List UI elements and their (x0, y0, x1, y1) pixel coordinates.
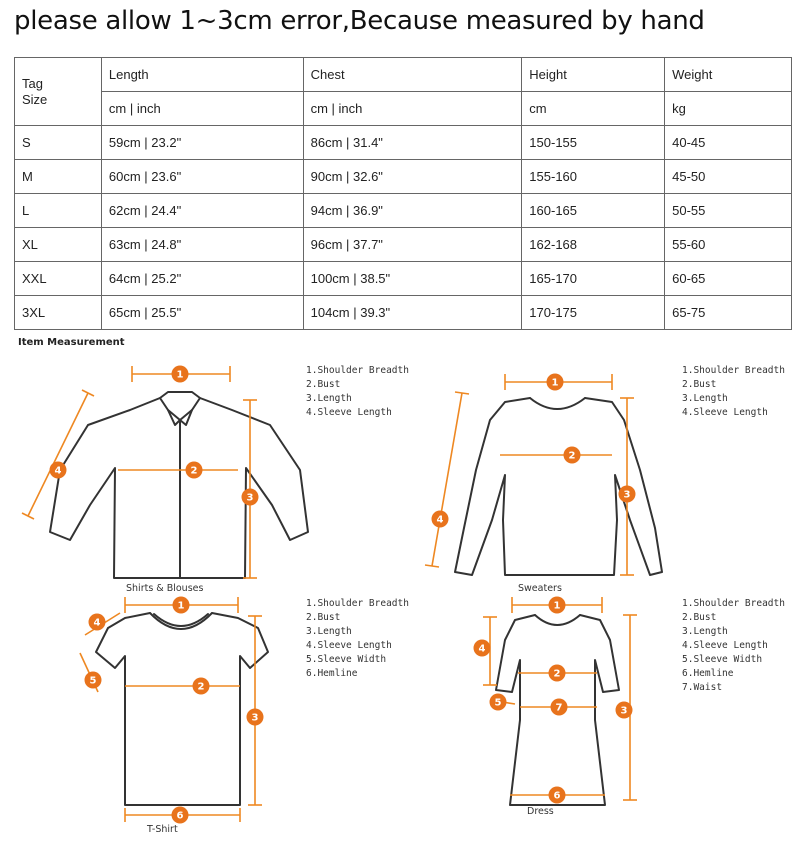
column-header: Length (101, 58, 303, 92)
size-label-cell: M (15, 160, 102, 194)
badge-number: 4 (93, 617, 101, 629)
table-cell: 90cm | 32.6" (303, 160, 522, 194)
headline: please allow 1~3cm error,Because measured by hand (14, 6, 705, 36)
badge-tshirt-3 (247, 709, 264, 726)
badge-shirt-4 (50, 462, 67, 479)
legend-item: 2.Bust (306, 379, 341, 390)
column-header: Weight (665, 58, 792, 92)
legend-item: 6.Hemline (306, 668, 358, 679)
table-cell: 50-55 (665, 194, 792, 228)
tag-header-line2: Size (22, 91, 48, 107)
table-cell: 160-165 (522, 194, 665, 228)
legend-item: 2.Bust (682, 379, 717, 390)
badge-number: 1 (553, 600, 561, 612)
measurement-title: Item Measurement (18, 337, 125, 348)
badge-number: 1 (551, 377, 559, 389)
legend-item: 5.Sleeve Width (306, 654, 387, 665)
badge-number: 6 (553, 790, 561, 802)
badge-dress-2 (549, 665, 566, 682)
legend-item: 4.Sleeve Length (306, 640, 392, 651)
badge-dress-1 (549, 597, 566, 614)
badge-number: 1 (177, 600, 185, 612)
badge-number: 4 (436, 514, 444, 526)
table-cell: 45-50 (665, 160, 792, 194)
caption-tshirt: T-Shirt (147, 824, 178, 835)
column-unit: cm | inch (101, 92, 303, 126)
legend-item: 5.Sleeve Width (682, 654, 763, 665)
legend-item: 3.Length (306, 626, 352, 637)
badge-sweater-3 (619, 486, 636, 503)
badge-sweater-2 (564, 447, 581, 464)
table-cell: 65cm | 25.5" (101, 296, 303, 330)
column-unit: cm | inch (303, 92, 522, 126)
badge-sweater-1 (547, 374, 564, 391)
table-cell: 55-60 (665, 228, 792, 262)
tshirt-illustration (93, 613, 268, 805)
badge-shirt-3 (242, 489, 259, 506)
badge-number: 2 (553, 668, 561, 680)
table-cell: 59cm | 23.2" (101, 126, 303, 160)
legend-item: 7.Waist (682, 682, 723, 693)
legend-item: 6.Hemline (682, 668, 734, 679)
legend-item: 3.Length (682, 626, 728, 637)
badge-number: 4 (54, 465, 62, 477)
badge-number: 2 (190, 465, 198, 477)
table-cell: 86cm | 31.4" (303, 126, 522, 160)
legend-tshirt (306, 597, 409, 681)
badge-number: 3 (251, 712, 259, 724)
badge-number: 6 (176, 810, 184, 822)
badge-tshirt-2 (193, 678, 210, 695)
table-cell: 60-65 (665, 262, 792, 296)
badge-number: 2 (568, 450, 576, 462)
size-label-cell: 3XL (15, 296, 102, 330)
column-unit: kg (665, 92, 792, 126)
legend-item: 4.Sleeve Length (306, 407, 392, 418)
legend-item: 1.Shoulder Breadth (306, 365, 409, 376)
badge-sweater-4 (432, 511, 449, 528)
shirt-illustration (50, 392, 308, 578)
legend-item: 1.Shoulder Breadth (682, 365, 785, 376)
legend-item: 1.Shoulder Breadth (682, 598, 785, 609)
badge-number: 4 (478, 643, 486, 655)
badge-dress-5 (490, 694, 507, 711)
column-header: Height (522, 58, 665, 92)
badge-number: 7 (555, 702, 563, 714)
badge-number: 3 (246, 492, 254, 504)
legend-sweaters (682, 364, 785, 420)
table-cell: 104cm | 39.3" (303, 296, 522, 330)
badge-tshirt-4 (89, 614, 106, 631)
badge-tshirt-5 (85, 672, 102, 689)
legend-shirts (306, 364, 409, 420)
badge-number: 1 (176, 369, 184, 381)
badge-tshirt-1 (173, 597, 190, 614)
table-cell: 60cm | 23.6" (101, 160, 303, 194)
legend-item: 4.Sleeve Length (682, 407, 768, 418)
table-cell: 40-45 (665, 126, 792, 160)
caption-sweaters: Sweaters (518, 583, 562, 594)
table-cell: 100cm | 38.5" (303, 262, 522, 296)
legend-item: 1.Shoulder Breadth (306, 598, 409, 609)
caption-shirts: Shirts & Blouses (126, 583, 204, 594)
legend-item: 2.Bust (306, 612, 341, 623)
legend-dress (682, 597, 785, 695)
legend-item: 3.Length (306, 393, 352, 404)
table-cell: 64cm | 25.2" (101, 262, 303, 296)
legend-item: 2.Bust (682, 612, 717, 623)
table-cell: 96cm | 37.7" (303, 228, 522, 262)
badge-shirt-2 (186, 462, 203, 479)
sweater-measure-lines (425, 374, 634, 575)
table-cell: 155-160 (522, 160, 665, 194)
table-cell: 62cm | 24.4" (101, 194, 303, 228)
table-cell: 63cm | 24.8" (101, 228, 303, 262)
table-cell: 170-175 (522, 296, 665, 330)
column-header: Chest (303, 58, 522, 92)
badge-dress-4 (474, 640, 491, 657)
tag-header-line1: Tag (22, 75, 43, 91)
column-unit: cm (522, 92, 665, 126)
dress-measure-lines (483, 597, 637, 800)
table-cell: 150-155 (522, 126, 665, 160)
badge-number: 5 (89, 675, 97, 687)
size-label-cell: XL (15, 228, 102, 262)
table-cell: 162-168 (522, 228, 665, 262)
badge-number: 3 (623, 489, 631, 501)
caption-dress: Dress (527, 806, 554, 817)
size-label-cell: XXL (15, 262, 102, 296)
badge-number: 2 (197, 681, 205, 693)
badge-tshirt-6 (172, 807, 189, 824)
badge-shirt-1 (172, 366, 189, 383)
table-cell: 165-170 (522, 262, 665, 296)
size-label-cell: S (15, 126, 102, 160)
badge-dress-3 (616, 702, 633, 719)
table-cell: 94cm | 36.9" (303, 194, 522, 228)
size-label-cell: L (15, 194, 102, 228)
badge-number: 3 (620, 705, 628, 717)
badge-dress-6 (549, 787, 566, 804)
badge-dress-7 (551, 699, 568, 716)
badge-number: 5 (494, 697, 502, 709)
legend-item: 4.Sleeve Length (682, 640, 768, 651)
table-cell: 65-75 (665, 296, 792, 330)
legend-item: 3.Length (682, 393, 728, 404)
